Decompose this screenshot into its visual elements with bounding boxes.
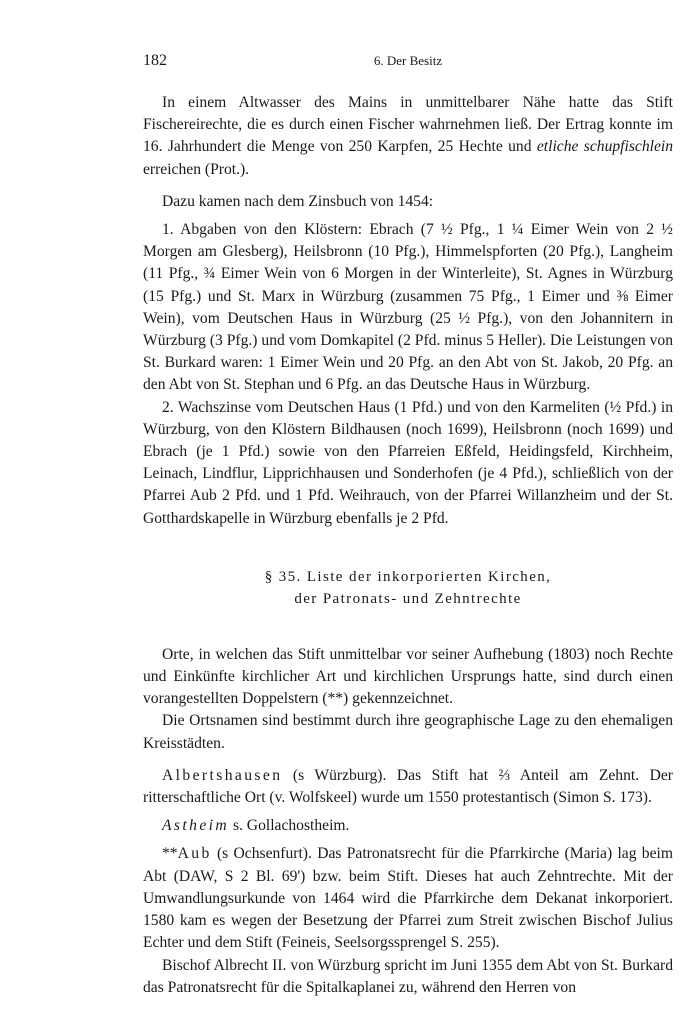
entry-astheim — [143, 815, 673, 837]
paragraph-text: In einem Altwasser des Mains in unmittelbarer Nähe hatte das Stift Fischereirechte, die es durch einen Fischer wahrnehmen ließ. Der Ertrag konnte im 16. Jahrhundert die Menge von 250 Karpfen, 25 Hechte und — [143, 94, 673, 156]
paragraph-fishery — [143, 92, 673, 181]
entry-aub — [143, 843, 673, 954]
double-star-marker: ** — [162, 845, 178, 863]
entry-place-name: Astheim — [162, 817, 230, 835]
entry-text: (s Ochsenfurt). Das Patronatsrecht für die Pfarrkirche (Maria) lag beim Abt (DAW, S 2 Bl. 69') bzw. beim Stift. Dieses hat auch Zehntrechte. Mit der Umwandlungsurkunde von 1464 wird die Pfarrkirche dem Dekanat inkorporiert. 1580 kam es wegen der Besetzung der Pfarrei zum Streit zwischen Bischof Julius Echter und dem Stift (Feineis, Seelsorgssprengel S. 255). — [143, 845, 673, 952]
paragraph-section-intro: Orte, in welchen das Stift unmittelbar vor seiner Aufhebung (1803) noch Rechte und Einkünfte kirchlicher Art und kirchlichen Ursprungs hatte, sind durch einen vorangestellten Doppelstern (**) gekennzeichnet. — [143, 645, 673, 708]
entry-text: (s Würzburg). Das Stift hat ⅔ Anteil am Zehnt. Der ritterschaftliche Ort (v. Wolfskeel) wurde um 1550 protestantisch (Simon S. 173). — [143, 766, 673, 807]
paragraph-zinsbuch-intro: Dazu kamen nach dem Zinsbuch von 1454: — [162, 192, 434, 210]
paragraph-list-item-1: 1. Abgaben von den Klöstern: Ebrach (7 ½ Pfg., 1 ¼ Eimer Wein von 2 ½ Morgen am Glesberg), Heilsbronn (10 Pfg.), Himmelspforten (20 Pfg.), Langheim (11 Pfg., ¾ Eimer Wein von 6 Morgen in der Winterleite), St. Agnes in Würzburg (15 Pfg.) und St. Marx in Würzburg (zusammen 75 Pfg., 1 Eimer und ⅜ Eimer Wein), vom Deutschen Haus in Würzburg (25 ½ Pfg.), von den Johannitern in Würzburg (3 Pfg.) und vom Domkapitel (2 Pfd. minus 5 Heller). Die Leistungen von St. Burkard waren: 1 Eimer Wein und 20 Pfg. an den Abt von St. Jakob, 20 Pfg. an den Abt von St. Stephan und 6 Pfg. an das Deutsche Haus in Würzburg. — [143, 221, 673, 394]
paragraph-section-note: Die Ortsnamen sind bestimmt durch ihre geographische Lage zu den ehemaligen Kreisstädten. — [143, 712, 673, 752]
section-heading-line-2: der Patronats- und Zehntrechte — [294, 590, 522, 607]
paragraph-list-item-2: 2. Wachszinse vom Deutschen Haus (1 Pfd.) und von den Karmeliten (½ Pfd.) in Würzburg, von den Klöstern Bildhausen (noch 1699), Heilsbronn (noch 1699) und Ebrach (je 1 Pfd.) sowie von den Pfarreien Eßfeld, Heidingsfeld, Kirchheim, Leinach, Lindflur, Lipprichhausen und Sonderhofen (je 4 Pfd.), schließlich von der Pfarrei Aub 2 Pfd. und 1 Pfd. Weihrauch, von der Pfarrei Willanzheim und der St. Gotthardskapelle in Würzburg ebenfalls je 2 Pfd. — [143, 398, 673, 527]
entry-albertshausen — [143, 765, 673, 809]
section-heading-line-1: § 35. Liste der inkorporierten Kirchen, — [264, 568, 552, 585]
section-heading — [143, 566, 673, 610]
italic-quote: etliche schupfischlein — [536, 138, 673, 156]
page-header — [143, 52, 673, 74]
page-body — [143, 92, 673, 999]
entry-aub-continuation: Bischof Albrecht II. von Würzburg spricht im Juni 1355 dem Abt von St. Burkard das Patronatsrecht für die Spitalkaplanei zu, während den Herren von — [143, 956, 673, 996]
running-head: 6. Der Besitz — [373, 53, 443, 68]
paragraph-tail: erreichen (Prot.). — [143, 160, 250, 178]
entry-place-name: Albertshausen — [162, 766, 283, 784]
page-number: 182 — [143, 52, 167, 69]
entry-text: s. Gollachostheim. — [229, 817, 350, 835]
entry-place-name: Aub — [177, 845, 212, 863]
